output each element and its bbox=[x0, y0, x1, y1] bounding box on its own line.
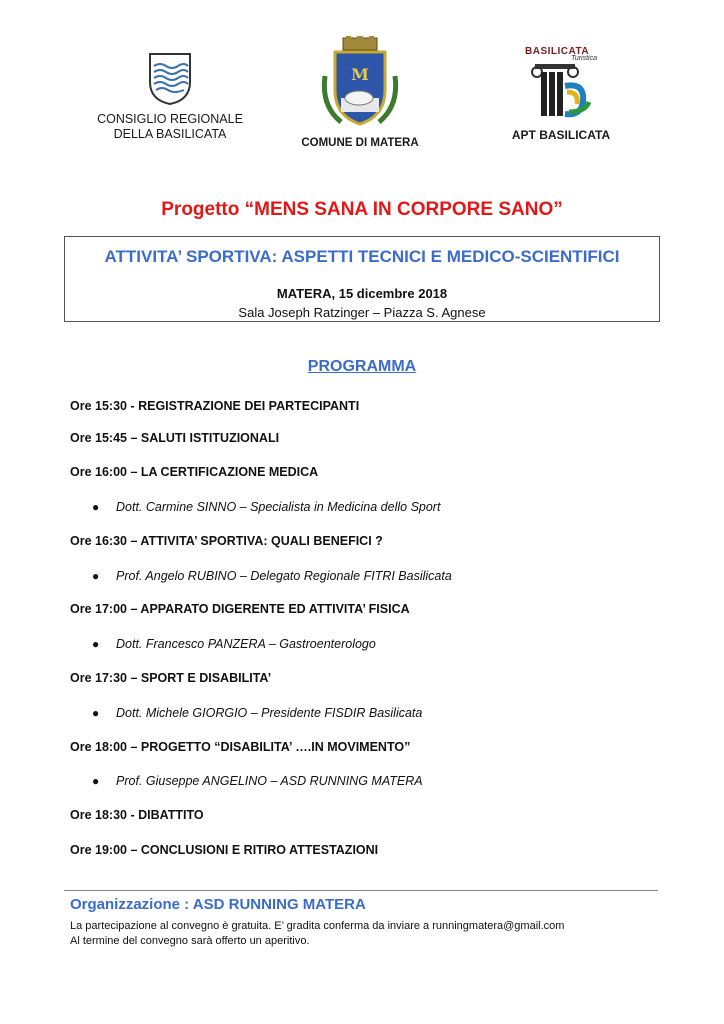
bullet-icon: ● bbox=[92, 637, 100, 651]
matera-coat-of-arms-icon bbox=[319, 36, 401, 130]
program-item: Ore 15:30 - REGISTRAZIONE DEI PARTECIPANTI bbox=[70, 399, 360, 413]
footer-note: Al termine del convegno sarà offerto un aperitivo. bbox=[70, 935, 310, 947]
program-speaker bbox=[92, 569, 452, 583]
footer-note: La partecipazione al convegno è gratuita. E’ gradita conferma da inviare a runningmatera@gmail.com bbox=[70, 920, 565, 932]
footer-divider bbox=[64, 890, 658, 891]
bullet-icon: ● bbox=[92, 706, 100, 720]
logo-consiglio-regionale bbox=[70, 52, 270, 142]
apt-brand-text: BASILICATA bbox=[525, 46, 590, 57]
program-item: Ore 17:00 – APPARATO DIGERENTE ED ATTIVITA’ FISICA bbox=[70, 602, 410, 616]
program-item: Ore 15:45 – SALUTI ISTITUZIONALI bbox=[70, 431, 280, 445]
event-date: MATERA, 15 dicembre 2018 bbox=[276, 286, 448, 301]
speaker-text: Prof. Angelo RUBINO – Delegato Regionale FITRI Basilicata bbox=[116, 569, 452, 583]
event-subtitle: ATTIVITA’ SPORTIVA: ASPETTI TECNICI E MEDICO-SCIENTIFICI bbox=[104, 247, 620, 266]
program-item: Ore 18:30 - DIBATTITO bbox=[70, 808, 204, 822]
bullet-icon: ● bbox=[92, 774, 100, 788]
bullet-icon: ● bbox=[92, 569, 100, 583]
speaker-text: Dott. Francesco PANZERA – Gastroenterologo bbox=[116, 637, 376, 651]
program-item: Ore 18:00 – PROGETTO “DISABILITA’ ….IN MOVIMENTO” bbox=[70, 740, 411, 754]
programma-heading: PROGRAMMA bbox=[307, 358, 417, 375]
event-venue: Sala Joseph Ratzinger – Piazza S. Agnese bbox=[238, 305, 486, 320]
logo-comune-matera bbox=[290, 36, 430, 151]
apt-column-icon bbox=[525, 62, 597, 120]
speaker-text: Prof. Giuseppe ANGELINO – ASD RUNNING MATERA bbox=[116, 774, 423, 788]
consiglio-line2: DELLA BASILICATA bbox=[113, 127, 227, 141]
program-item: Ore 19:00 – CONCLUSIONI E RITIRO ATTESTAZIONI bbox=[70, 843, 379, 857]
bullet-icon: ● bbox=[92, 500, 100, 514]
program-item: Ore 16:30 – ATTIVITA’ SPORTIVA: QUALI BENEFICI ? bbox=[70, 534, 383, 548]
speaker-text: Dott. Michele GIORGIO – Presidente FISDIR Basilicata bbox=[116, 706, 423, 720]
event-header-box bbox=[64, 236, 660, 322]
consiglio-line1: CONSIGLIO REGIONALE bbox=[97, 112, 243, 126]
apt-label: APT BASILICATA bbox=[511, 128, 611, 142]
program-speaker bbox=[92, 774, 423, 788]
speaker-text: Dott. Carmine SINNO – Specialista in Medicina dello Sport bbox=[116, 500, 441, 514]
organizer-line: Organizzazione : ASD RUNNING MATERA bbox=[70, 896, 366, 913]
comune-label: COMUNE DI MATERA bbox=[301, 137, 419, 149]
program-speaker bbox=[92, 706, 422, 720]
project-title: Progetto “MENS SANA IN CORPORE SANO” bbox=[161, 199, 563, 220]
shield-letter: M bbox=[351, 65, 369, 84]
logo-apt-basilicata bbox=[506, 46, 616, 143]
apt-tagline: Turistica bbox=[571, 55, 597, 62]
program-item: Ore 17:30 – SPORT E DISABILITA’ bbox=[70, 671, 272, 685]
program-speaker bbox=[92, 637, 376, 651]
program-speaker bbox=[92, 500, 440, 514]
program-item: Ore 16:00 – LA CERTIFICAZIONE MEDICA bbox=[70, 465, 319, 479]
consiglio-emblem-icon bbox=[148, 52, 192, 106]
